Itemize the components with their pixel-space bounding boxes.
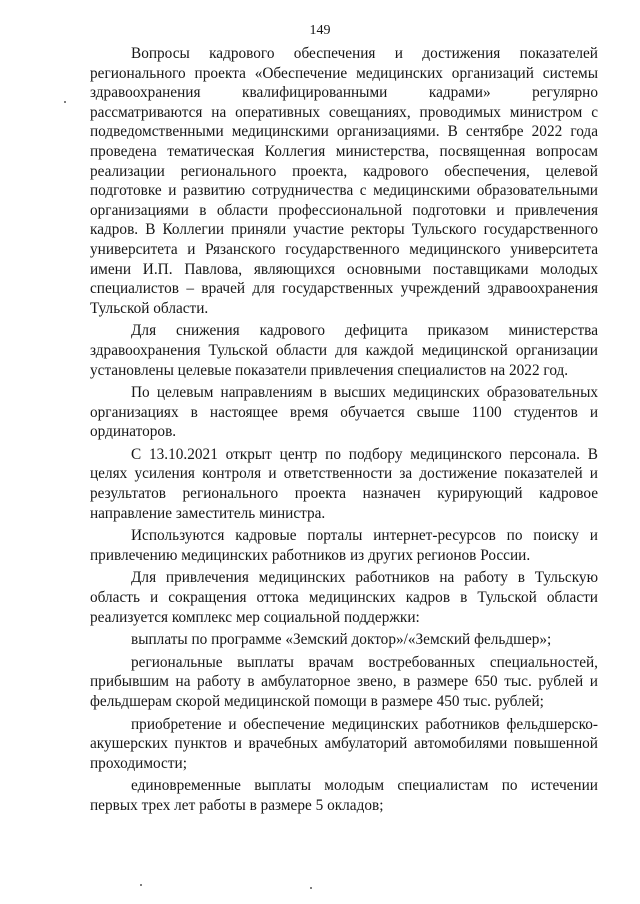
paragraph-6: Для привлечения медицинских работников на работу в Тульскую область и сокращения оттока медицинских кадров в Тульской области реализуется комплекс мер социальной поддержки:: [90, 569, 598, 626]
paragraph-8: региональные выплаты врачам востребованных специальностей, прибывшим на работу в амбулаторное звено, в размере 650 тыс. рублей и фельдшерам скорой медицинской помощи в размере 450 тыс. рублей;: [90, 653, 598, 710]
paragraph-3: По целевым направлениям в высших медицинских образовательных организациях в настоящее время обучается свыше 1100 студентов и ординаторов.: [90, 384, 598, 441]
paragraph-2: Для снижения кадрового дефицита приказом министерства здравоохранения Тульской области для каждой медицинской организации установлены целевые показатели привлечения специалистов на 2022 год.: [90, 322, 598, 379]
scan-speck: [310, 887, 312, 889]
paragraph-1: Вопросы кадрового обеспечения и достижения показателей регионального проекта «Обеспечение медицинских организаций системы здравоохранения квалифицированными кадрами» регулярно рассматриваются на оперативных совещаниях, проводимых министром с подведомственными медицинскими организациями. В сентябре 2022 года проведена тематическая Коллегия министерства, посвященная вопросам реализации регионального проекта, кадрового обеспечения, целевой подготовке и развитию сотрудничества с медицинскими образовательными организациями в области профессиональной подготовки и привлечения кадров. В Коллегии приняли участие ректоры Тульского государственного университета и Рязанского государственного медицинского университета имени И.П. Павлова, являющихся основными поставщиками молодых специалистов – врачей для государственных учреждений здравоохранения Тульской области.: [90, 45, 598, 317]
document-body: [90, 44, 598, 819]
scan-speck: [140, 884, 142, 886]
paragraph-4: С 13.10.2021 открыт центр по подбору медицинского персонала. В целях усиления контроля и ответственности за достижение показателей и результатов регионального проекта назначен курирующий кадровое направление заместитель министра.: [90, 445, 598, 522]
page-number: 149: [309, 23, 331, 38]
paragraph-5: Используются кадровые порталы интернет-ресурсов по поиску и привлечению медицинских работников из других регионов России.: [90, 527, 598, 564]
paragraph-10: единовременные выплаты молодым специалистам по истечении первых трех лет работы в размере 5 окладов;: [90, 777, 598, 814]
paragraph-7: выплаты по программе «Земский доктор»/«Земский фельдшер»;: [131, 631, 552, 649]
paragraph-9: приобретение и обеспечение медицинских работников фельдшерско-акушерских пунктов и врачебных амбулаторий автомобилями повышенной проходимости;: [90, 715, 598, 772]
scan-speck: [64, 101, 66, 103]
